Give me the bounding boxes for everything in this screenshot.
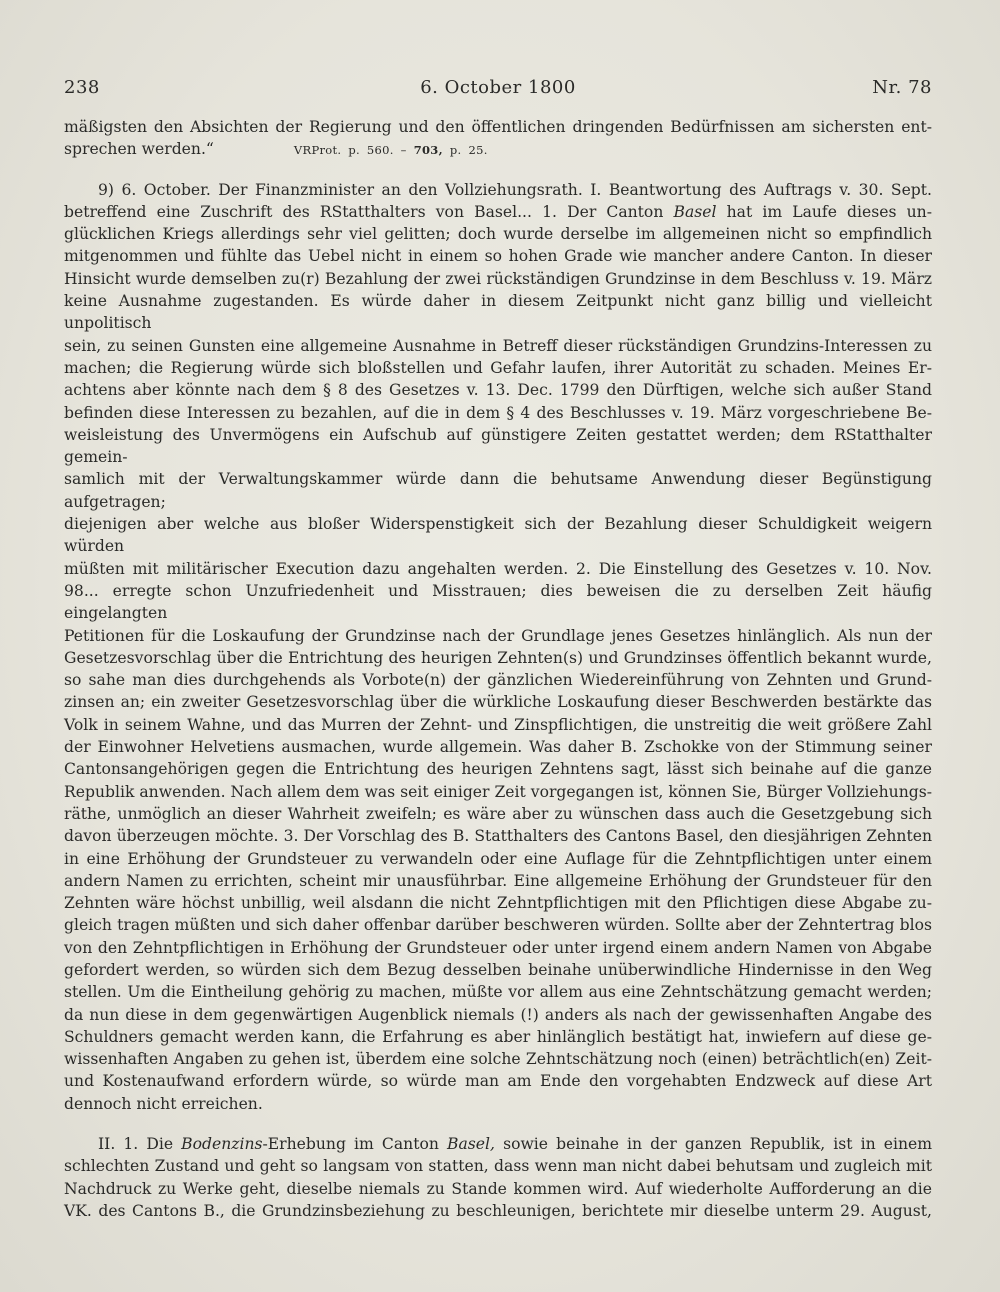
- text-line: sein, zu seinen Gunsten eine allgemeine Ausnahme in Betreff dieser rückständigen Grundzins-Interessen zu: [64, 336, 932, 355]
- paragraph-gap: [64, 1115, 932, 1133]
- text-line: 98... erregte schon Unzufriedenheit und Misstrauen; dies beweisen die zu derselben Zeit häufig eingelangten: [64, 581, 932, 623]
- text-line: so sahe man dies durchgehends als Vorbote(n) der gänzlichen Wiedereinführung von Zehnten und Grund-: [64, 671, 932, 690]
- text-line: von den Zehntpflichtigen in Erhöhung der Grundsteuer oder unter irgend einem andern Namen von Abgabe: [64, 938, 932, 957]
- page-body: [64, 116, 932, 1222]
- text-line: davon überzeugen möchte. 3. Der Vorschlag des B. Statthalters des Cantons Basel, den diesjährigen Zehnten: [64, 827, 932, 846]
- text-fragment: sowie beinahe in der ganzen Republik, ist in einem: [503, 1135, 933, 1154]
- text-line: dennoch nicht erreichen.: [64, 1094, 263, 1113]
- text-line: Schuldners gemacht werden kann, die Erfahrung es aber hinlänglich bestätigt hat, inwiefern auf diese ge-: [64, 1027, 932, 1046]
- text-line: befinden diese Interessen zu bezahlen, auf die in dem § 4 des Beschlusses v. 19. März vorgeschriebene Be-: [64, 403, 932, 422]
- text-line: achtens aber könnte nach dem § 8 des Gesetzes v. 13. Dec. 1799 den Dürftigen, welche sich außer Stand: [64, 381, 932, 400]
- text-fragment: sprechen werden.“: [64, 140, 214, 159]
- text-line: zinsen an; ein zweiter Gesetzesvorschlag über die würkliche Loskaufung dieser Beschwerden bestärkte das: [64, 693, 932, 712]
- reference-number: 703,: [413, 143, 443, 158]
- text-line: gefordert werden, so würden sich dem Bezug desselben beinahe unüberwindliche Hindernisse in den Weg: [64, 960, 932, 979]
- text-line: andern Namen zu errichten, scheint mir unausführbar. Eine allgemeine Erhöhung der Grundsteuer für den: [64, 871, 932, 890]
- text-line: weisleistung des Unvermögens ein Aufschub auf günstigere Zeiten gestattet werden; dem RStatthalter gemein-: [64, 425, 932, 467]
- page-number: 238: [64, 77, 100, 98]
- page-header: [64, 77, 932, 103]
- text-line: machen; die Regierung würde sich bloßstellen und Gefahr laufen, ihrer Autorität zu schaden. Meines Er-: [64, 358, 932, 377]
- text-line: und Kostenaufwand erfordern würde, so würde man am Ende den vorgehabten Endzweck auf diese Art: [64, 1072, 932, 1091]
- text-line: 9) 6. October. Der Finanzminister an den Vollziehungsrath. I. Beantwortung des Auftrags v. 30. Sept.: [98, 180, 932, 199]
- document-number: Nr. 78: [872, 77, 932, 98]
- source-reference: [294, 143, 488, 157]
- text-line: stellen. Um die Eintheilung gehörig zu machen, müßte vor allem aus eine Zehntschätzung gemacht werden;: [64, 983, 932, 1002]
- paragraph-item-9: [64, 179, 932, 1115]
- text-line: Hinsicht wurde demselben zu(r) Bezahlung der zwei rückständigen Grundzinse in dem Beschluss v. 19. März: [64, 269, 932, 288]
- text-line: [64, 138, 932, 161]
- text-fragment: -Erhebung im Canton: [262, 1135, 439, 1154]
- paragraph-section-ii: [64, 1133, 932, 1222]
- text-line: Nachdruck zu Werke geht, dieselbe niemals zu Stande kommen wird. Auf wiederholte Aufforderung an die: [64, 1179, 932, 1198]
- text-line: der Einwohner Helvetiens ausmachen, wurde allgemein. Was daher B. Zschokke von der Stimmung seiner: [64, 738, 932, 757]
- header-date: 6. October 1800: [420, 77, 576, 98]
- text-line: schlechten Zustand und geht so langsam von statten, dass wenn man nicht dabei behutsam und zugleich mit: [64, 1157, 932, 1176]
- text-line: glücklichen Kriegs allerdings sehr viel gelitten; doch wurde derselbe im allgemeinen nicht so empfindlich: [64, 225, 932, 244]
- paragraph-continuation: [64, 116, 932, 162]
- text-line: diejenigen aber welche aus bloßer Widerspenstigkeit sich der Bezahlung dieser Schuldigkeit weigern würden: [64, 515, 932, 556]
- text-line: da nun diese in dem gegenwärtigen Augenblick niemals (!) anders als nach der gewissenhaften Angabe des: [64, 1005, 932, 1024]
- text-line: Volk in seinem Wahne, und das Murren der Zehnt- und Zinspflichtigen, die unstreitig die weit größere Zahl: [64, 715, 932, 734]
- text-line: samlich mit der Verwaltungskammer würde dann die behutsame Anwendung dieser Begünstigung aufgetragen;: [64, 470, 932, 511]
- text-line: keine Ausnahme zugestanden. Es würde daher in diesem Zeitpunkt nicht ganz billig und vielleicht unpolitisch: [64, 292, 932, 333]
- text-line: Petitionen für die Loskaufung der Grundzinse nach der Grundlage jenes Gesetzes hinlänglich. Als nun der: [64, 626, 932, 645]
- text-line: Cantonsangehörigen gegen die Entrichtung des heurigen Zehntens sagt, lässt sich beinahe auf die ganze: [64, 760, 932, 779]
- text-line: mäßigsten den Absichten der Regierung und den öffentlichen dringenden Bedürfnissen am sichersten ent-: [64, 118, 932, 136]
- text-line: gleich tragen müßten und sich daher offenbar darüber beschweren würden. Sollte aber der Zehntertrag blos: [64, 916, 932, 935]
- text-line: VK. des Cantons B., die Grundzinsbeziehung zu beschleunigen, berichtete mir dieselbe unterm 29. August,: [64, 1201, 932, 1220]
- reference-page: p. 25.: [449, 143, 488, 158]
- text-fragment: betreffend eine Zuschrift des RStatthalters von Basel... 1. Der Canton: [64, 202, 664, 221]
- text-line: mitgenommen und fühlte das Uebel nicht in einem so hohen Grade wie mancher andere Canton. In dieser: [64, 247, 932, 266]
- text-line: in eine Erhöhung der Grundsteuer zu verwandeln oder eine Auflage für die Zehntpflichtigen unter einem: [64, 849, 932, 868]
- text-line: Republik anwenden. Nach allem dem was seit einiger Zeit vorgegangen ist, können Sie, Bürger Vollziehungs-: [64, 782, 932, 801]
- text-line: Zehnten wäre höchst unbillig, weil alsdann die nicht Zehntpflichtigen mit den Pflichtigen diese Abgabe zu-: [64, 894, 932, 913]
- text-line: räthe, unmöglich an dieser Wahrheit zweifeln; es wäre aber zu wünschen dass auch die Gesetzgebung sich: [64, 804, 932, 823]
- italic-place-name: Basel,: [447, 1135, 495, 1154]
- text-line: [64, 201, 932, 223]
- text-line: Gesetzesvorschlag über die Entrichtung des heurigen Zehnten(s) und Grundzinses öffentlich bekannt wurde,: [64, 648, 932, 667]
- text-line: wissenhaften Angaben zu gehen ist, überdem eine solche Zehntschätzung noch (einen) beträchtlich(en) Zeit-: [64, 1050, 932, 1069]
- paragraph-gap: [64, 162, 932, 179]
- reference-prefix: VRProt. p. 560. –: [293, 143, 407, 158]
- italic-place-name: Basel: [673, 202, 717, 221]
- text-fragment: hat im Laufe dieses un-: [726, 202, 932, 221]
- text-line: müßten mit militärischer Execution dazu angehalten werden. 2. Die Einstellung des Gesetzes v. 10. Nov.: [64, 559, 932, 578]
- italic-term: Bodenzins: [181, 1135, 263, 1154]
- text-line: [64, 1133, 932, 1155]
- text-fragment: II. 1. Die: [98, 1135, 174, 1154]
